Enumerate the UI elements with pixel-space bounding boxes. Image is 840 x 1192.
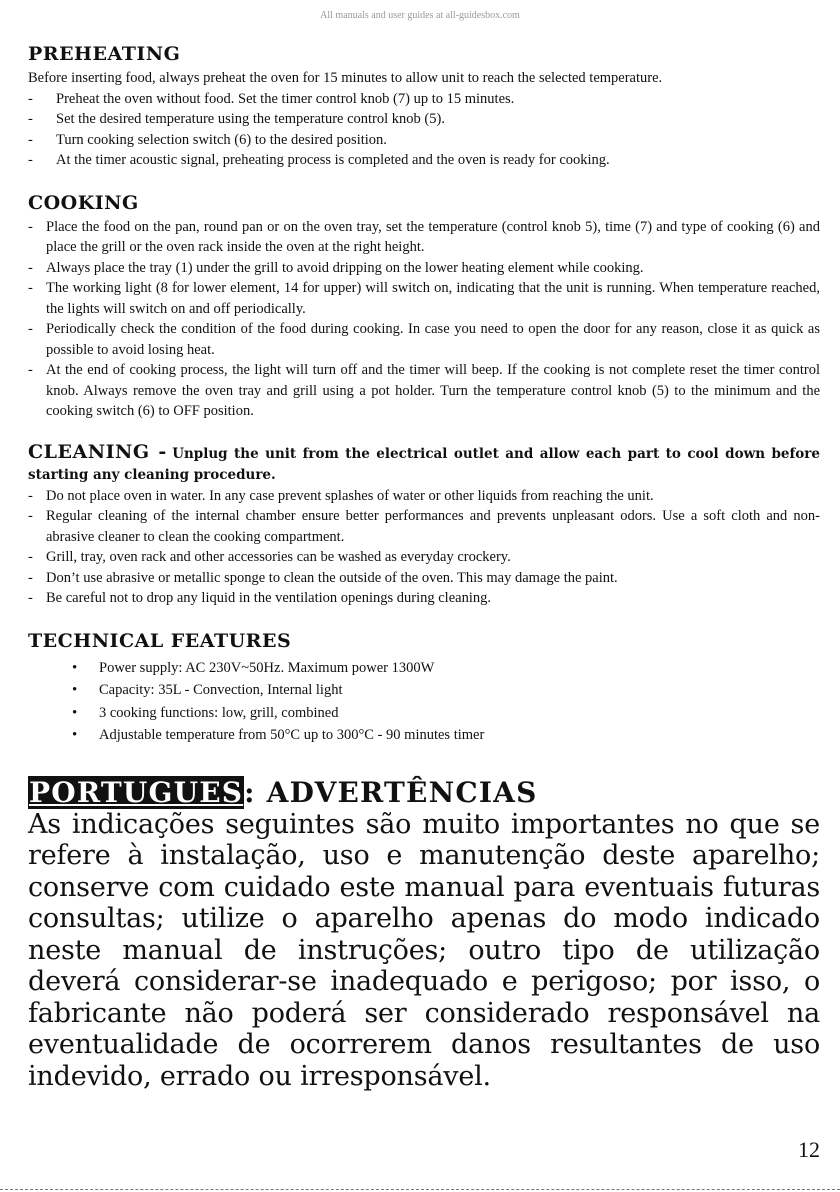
list-item: - Do not place oven in water. In any case prevent splashes of water or other liquids from reaching the unit.: [28, 486, 820, 507]
technical-heading: TECHNICAL FEATURES: [28, 629, 292, 652]
preheating-heading: PREHEATING: [28, 43, 181, 65]
list-item: • 3 cooking functions: low, grill, combined: [72, 702, 820, 725]
portugues-heading: [28, 777, 820, 809]
portugues-title-rest: : ADVERTÊNCIAS: [244, 775, 538, 809]
list-item: • Capacity: 35L - Convection, Internal light: [72, 679, 820, 702]
list-item: - Preheat the oven without food. Set the timer control knob (7) up to 15 minutes.: [28, 89, 820, 110]
list-item: - Regular cleaning of the internal chamber ensure better performances and prevents unpleasant odors. Use a soft cloth and non-abrasive cleaner to clean the cooking compartment.: [28, 506, 820, 547]
watermark: All manuals and user guides at all-guidesbox.com: [320, 10, 520, 21]
cleaning-heading: [28, 442, 820, 486]
cleaning-title: CLEANING -: [28, 440, 167, 463]
cleaning-section: [28, 442, 820, 609]
footer-divider: [0, 1189, 840, 1190]
cleaning-list: [28, 486, 820, 609]
page-number: 12: [798, 1137, 820, 1162]
cleaning-warning: Unplug the unit from the electrical outlet and allow each part to cool down before starting any cleaning procedure.: [28, 445, 820, 483]
list-item: - Turn cooking selection switch (6) to the desired position.: [28, 130, 820, 151]
list-item: - The working light (8 for lower element, 14 for upper) will switch on, indicating that the unit is running. When temperature reached, the lights will switch on and off periodically.: [28, 278, 820, 319]
cooking-section: [28, 191, 820, 422]
portugues-highlight: PORTUGUES: [29, 775, 244, 809]
list-item: - Place the food on the pan, round pan or on the oven tray, set the temperature (control knob 5), time (7) and type of cooking (6) and place the grill or the oven rack inside the oven at the right height.: [28, 217, 820, 258]
technical-list: [28, 657, 820, 747]
preheating-section: [28, 42, 820, 171]
list-item: - Grill, tray, oven rack and other accessories can be washed as everyday crockery.: [28, 547, 820, 568]
list-item: - Be careful not to drop any liquid in the ventilation openings during cleaning.: [28, 588, 820, 609]
portugues-body: As indicações seguintes são muito importantes no que se refere à instalação, uso e manutenção deste aparelho; conserve com cuidado este manual para eventuais futuras consultas; utilize o aparelho apenas do modo indicado neste manual de instruções; outro tipo de utilização deverá considerar-se inadequado e perigoso; por isso, o fabricante não poderá ser considerado responsável na eventualidade de ocorrerem danos resultantes de uso indevido, errado ou irresponsável.: [28, 808, 820, 1092]
list-item: - Set the desired temperature using the temperature control knob (5).: [28, 109, 820, 130]
list-item: - Periodically check the condition of the food during cooking. In case you need to open the door for any reason, close it as quick as possible to avoid losing heat.: [28, 319, 820, 360]
manual-page-content: [28, 42, 820, 1092]
list-item: - At the timer acoustic signal, preheating process is completed and the oven is ready for cooking.: [28, 150, 820, 171]
cooking-heading: COOKING: [28, 191, 139, 214]
list-item: • Power supply: AC 230V~50Hz. Maximum power 1300W: [72, 657, 820, 680]
list-item: - At the end of cooking process, the light will turn off and the timer will beep. If the cooking is not complete reset the timer control knob. Always remove the oven tray and grill using a pot holder. Turn the temperature control knob (5) to the minimum and the cooking switch (6) to OFF position.: [28, 360, 820, 422]
technical-section: [28, 629, 820, 747]
list-item: • Adjustable temperature from 50°C up to 300°C - 90 minutes timer: [72, 724, 820, 747]
preheating-list: [28, 89, 820, 171]
cooking-list: [28, 217, 820, 422]
list-item: - Always place the tray (1) under the grill to avoid dripping on the lower heating element while cooking.: [28, 258, 820, 279]
preheating-intro: Before inserting food, always preheat the oven for 15 minutes to allow unit to reach the selected temperature.: [28, 70, 663, 86]
list-item: - Don’t use abrasive or metallic sponge to clean the outside of the oven. This may damage the paint.: [28, 568, 820, 589]
